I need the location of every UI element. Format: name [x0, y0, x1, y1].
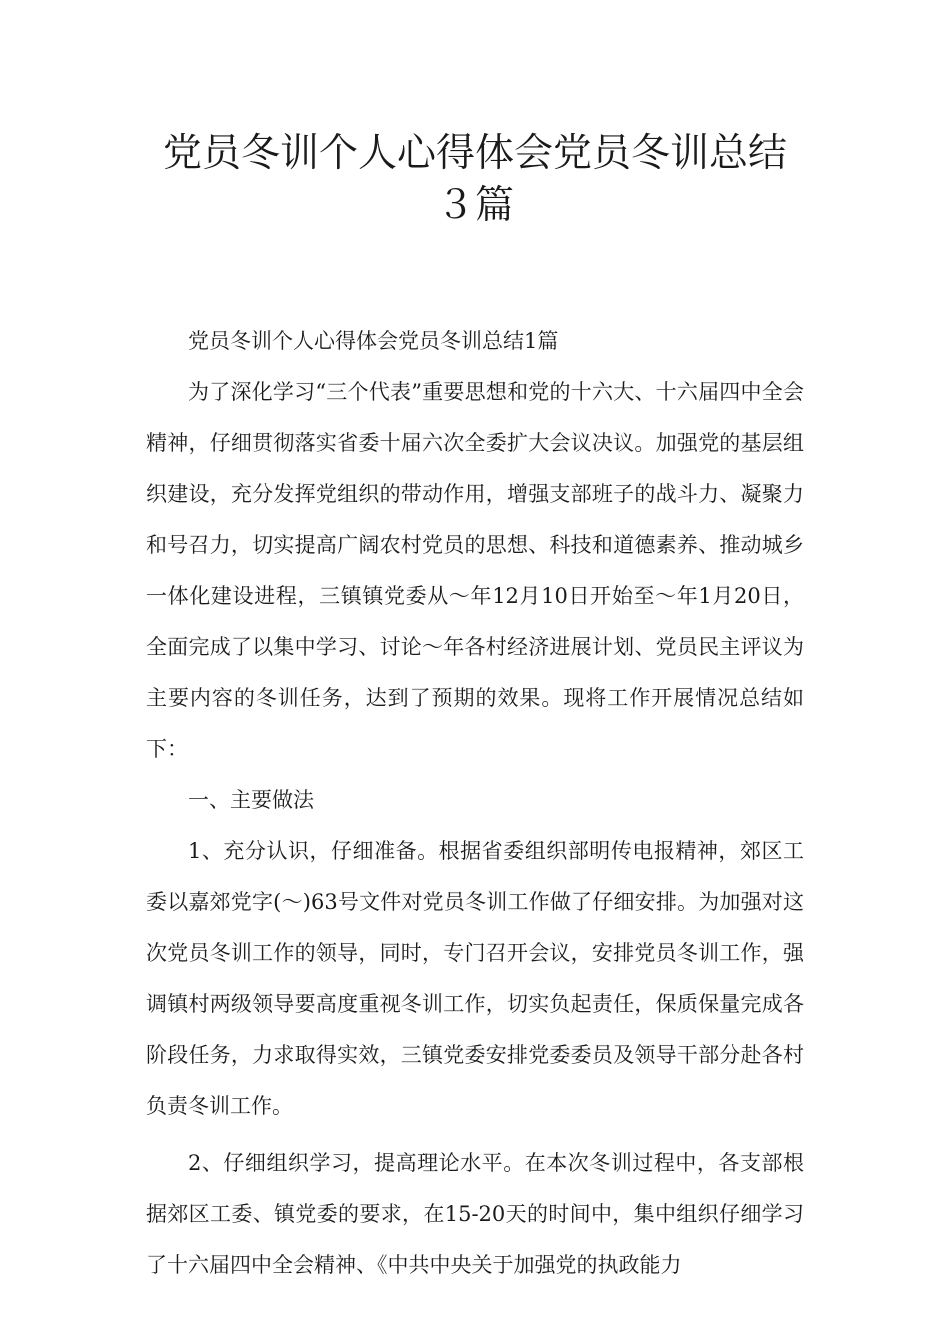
document-body	[146, 316, 804, 1291]
document-title: 党员冬训个人心得体会党员冬训总结３篇	[162, 131, 787, 228]
paragraph-item-2: 2、仔细组织学习，提高理论水平。在本次冬训过程中，各支部根据郊区工委、镇党委的要求，在15-20天的时间中，集中组织仔细学习了十六届四中全会精神、《中共中央关于加强党的执政能力	[146, 1151, 804, 1277]
paragraph-item-1: 1、充分认识，仔细准备。根据省委组织部明传电报精神，郊区工委以嘉郊党字(～)63号文件对党员冬训工作做了仔细安排。为加强对这次党员冬训工作的领导，同时，专门召开会议，安排党员冬训工作，强调镇村两级领导要高度重视冬训工作，切实负起责任，保质保量完成各阶段任务，力求取得实效，三镇党委安排党委委员及领导干部分赴各村负责冬训工作。	[146, 839, 804, 1118]
document-page	[146, 128, 804, 1291]
section-heading: 一、主要做法	[188, 788, 314, 812]
paragraph-subtitle: 党员冬训个人心得体会党员冬训总结1篇	[188, 329, 559, 353]
paragraph-intro: 为了深化学习“三个代表”重要思想和党的十六大、十六届四中全会精神，仔细贯彻落实省委十届六次全委扩大会议决议。加强党的基层组织建设，充分发挥党组织的带动作用，增强支部班子的战斗力、凝聚力和号召力，切实提高广阔农村党员的思想、科技和道德素养、推动城乡一体化建设进程，三镇镇党委从～年12月10日开始至～年1月20日，全面完成了以集中学习、讨论～年各村经济进展计划、党员民主评议为主要内容的冬训任务，达到了预期的效果。现将工作开展情况总结如下：	[146, 380, 804, 761]
